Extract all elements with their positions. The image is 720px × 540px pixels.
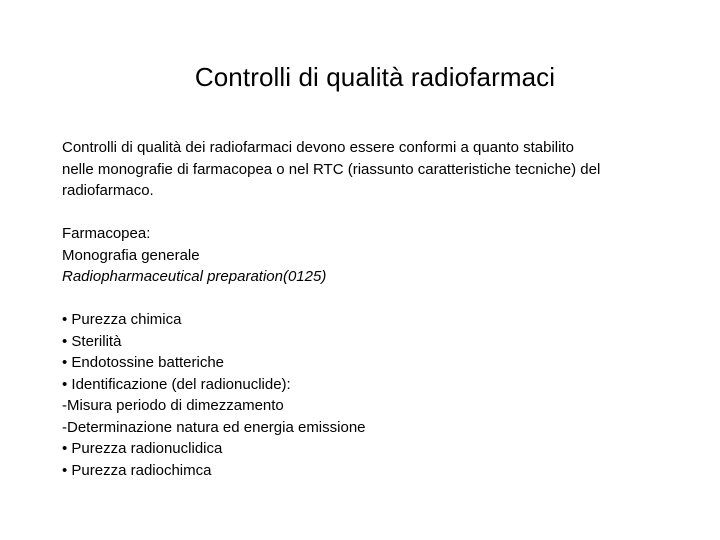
sub-list-item: -Determinazione natura ed energia emissione bbox=[62, 418, 366, 436]
monograph-name: Radiopharmaceutical preparation(0125) bbox=[62, 268, 327, 285]
list-item: • Identificazione (del radionuclide): bbox=[62, 375, 291, 393]
intro-line: radiofarmaco. bbox=[62, 182, 154, 199]
monograph-label: Monografia generale bbox=[62, 246, 200, 264]
slide-title: Controlli di qualità radiofarmaci bbox=[194, 62, 556, 92]
paragraph-spacer bbox=[62, 288, 702, 310]
list-item: • Sterilità bbox=[62, 332, 122, 350]
checks-list bbox=[62, 309, 702, 481]
list-item: • Purezza chimica bbox=[62, 311, 182, 328]
list-item: • Purezza radiochimca bbox=[62, 461, 212, 479]
intro-line: nelle monografie di farmacopea o nel RTC (riassunto caratteristiche tecniche) del bbox=[62, 160, 601, 178]
intro-line: Controlli di qualità dei radiofarmaci devono essere conformi a quanto stabilito bbox=[62, 139, 574, 156]
slide-body bbox=[62, 137, 702, 481]
paragraph-spacer bbox=[62, 202, 702, 224]
pharmacopoeia-label: Farmacopea: bbox=[62, 225, 151, 242]
sub-list-item: -Misura periodo di dimezzamento bbox=[62, 397, 284, 414]
list-item: • Endotossine batteriche bbox=[62, 354, 225, 371]
list-item: • Purezza radionuclidica bbox=[62, 440, 223, 457]
pharmacopoeia-paragraph bbox=[62, 223, 702, 288]
intro-paragraph bbox=[62, 137, 702, 202]
